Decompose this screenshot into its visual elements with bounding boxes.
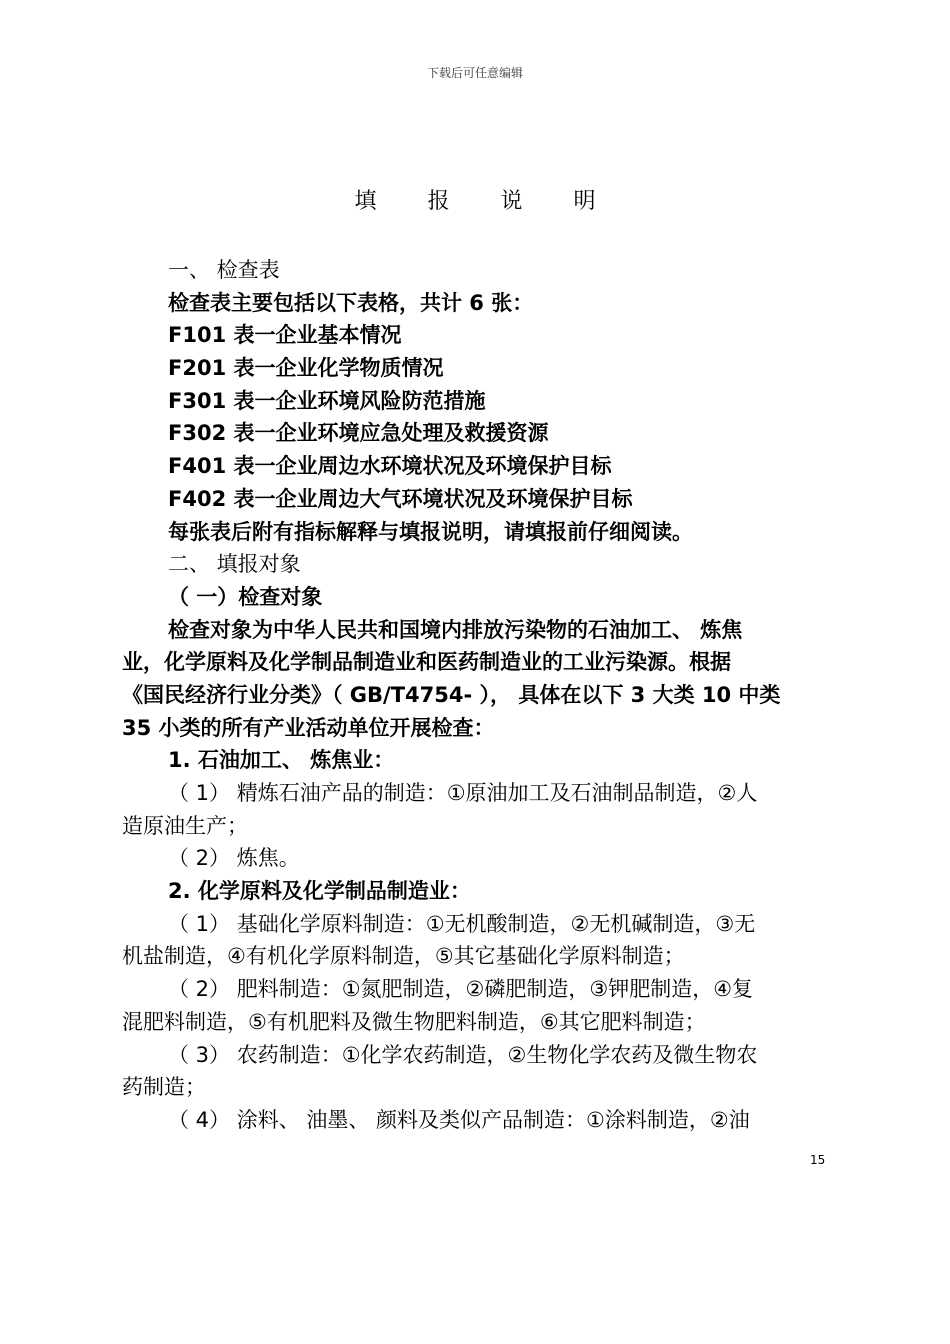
text-line: F302 表一企业环境应急处理及救援资源 — [168, 421, 549, 446]
text-line: F401 表一企业周边水环境状况及环境保护目标 — [168, 454, 612, 479]
text-line: 检查对象为中华人民共和国境内排放污染物的石油加工、 炼焦 — [168, 617, 743, 642]
text-line: 1. 石油加工、 炼焦业： — [168, 748, 395, 773]
text-line: F201 表一企业化学物质情况 — [168, 356, 444, 381]
body-text — [122, 254, 828, 1137]
text-line: 2. 化学原料及化学制品制造业： — [168, 879, 471, 904]
header-note: 下载后可任意编辑 — [426, 66, 523, 80]
text-line: 混肥料制造，⑤有机肥料及微生物肥料制造，⑥其它肥料制造； — [122, 1009, 706, 1034]
text-line: F402 表一企业周边大气环境状况及环境保护目标 — [168, 486, 633, 511]
text-line: （ 2） 炼焦。 — [168, 846, 300, 871]
text-line: F301 表一企业环境风险防范措施 — [168, 388, 486, 413]
text-line: （ 一）检查对象 — [168, 584, 323, 609]
page-title: 填 报 说 明 — [354, 189, 618, 214]
text-line: 35 小类的所有产业活动单位开展检查： — [122, 715, 495, 740]
text-line: 检查表主要包括以下表格，共计 6 张： — [168, 290, 534, 315]
text-line: （ 4） 涂料、 油墨、 颜料及类似产品制造：①涂料制造，②油 — [168, 1107, 750, 1132]
text-line: 每张表后附有指标解释与填报说明，请填报前仔细阅读。 — [168, 519, 693, 544]
text-line: 一、 检查表 — [168, 258, 280, 282]
text-line: （ 2） 肥料制造：①氮肥制造，②磷肥制造，③钾肥制造，④复 — [168, 977, 754, 1002]
text-line: 二、 填报对象 — [168, 552, 301, 577]
text-line: 业，化学原料及化学制品制造业和医药制造业的工业污染源。根据 — [122, 650, 731, 675]
text-line: （ 1） 基础化学原料制造：①无机酸制造，②无机碱制造，③无 — [168, 911, 756, 936]
text-line: 药制造； — [122, 1075, 206, 1100]
text-line: （ 3） 农药制造：①化学农药制造，②生物化学农药及微生物农 — [168, 1042, 758, 1067]
text-line: （ 1） 精炼石油产品的制造：①原油加工及石油制品制造，②人 — [168, 781, 758, 805]
text-line: 造原油生产； — [122, 813, 248, 838]
text-line: 机盐制造，④有机化学原料制造，⑤其它基础化学原料制造； — [122, 944, 685, 969]
page-number: 15 — [810, 1153, 826, 1167]
text-line: F101 表一企业基本情况 — [168, 323, 402, 348]
text-line: 《国民经济行业分类》（ GB/T4754- ）， 具体在以下 3 大类 10 中类 — [122, 682, 781, 707]
